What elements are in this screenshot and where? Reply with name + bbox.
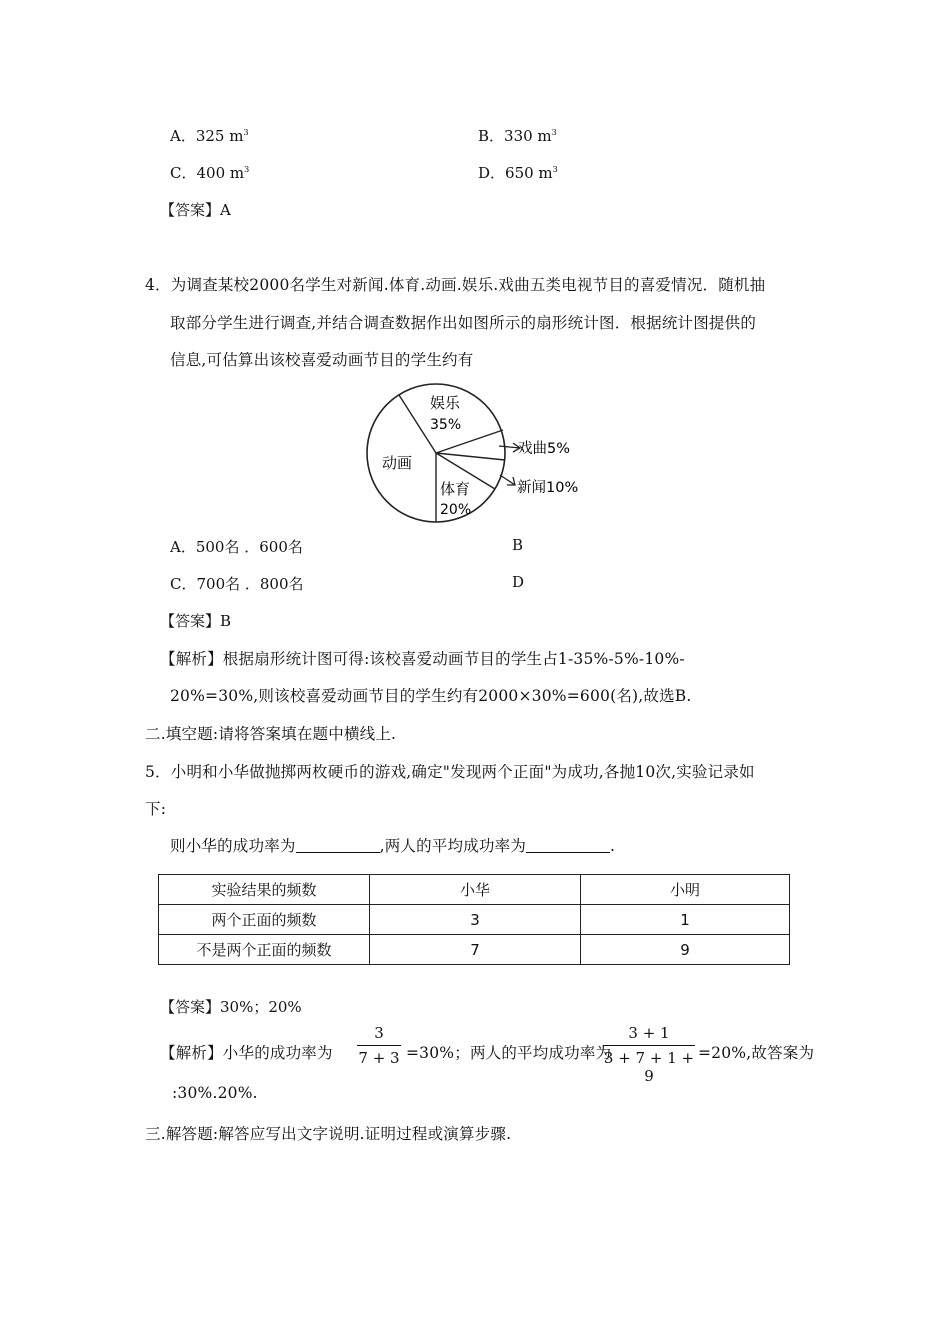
q5-fraction-1-numerator: 3 (357, 1024, 401, 1046)
q3-option-b: B．330 $m^3$ (478, 127, 557, 145)
q5-fraction-2-numerator: 3 + 1 (603, 1024, 695, 1046)
q5-analysis-c: =20%,故答案为 (698, 1044, 815, 1062)
q5-fraction-1 (357, 1024, 401, 1067)
pie-label-news: 新闻10% (517, 480, 579, 496)
q4-option-b-letter: B (512, 536, 524, 554)
q5-blank-1 (296, 838, 380, 853)
table-header-cell: 小明 (581, 875, 790, 905)
q5-line-2: 下: (145, 800, 167, 818)
q3-option-c: C．400 $m^3$ (170, 164, 250, 182)
table-header-row (159, 875, 790, 905)
q3-option-a: A．325 $m^3$ (170, 127, 249, 145)
q5-fraction-2-denominator: 3 + 7 + 1 + 9 (603, 1049, 695, 1085)
table-header-cell: 小华 (370, 875, 581, 905)
q4-analysis-2: 20%=30%,则该校喜爱动画节目的学生约有2000×30%=600(名),故选B. (170, 687, 692, 705)
table-cell: 9 (581, 935, 790, 965)
table-row (159, 905, 790, 935)
pie-label-sport-pct: 20% (440, 502, 472, 518)
pie-label-ent-pct: 35% (430, 417, 462, 433)
table-cell: 不是两个正面的频数 (159, 935, 370, 965)
q4-answer: 【答案】B (160, 612, 232, 630)
pie-label-opera: 戏曲5% (518, 441, 571, 457)
q4-option-c: C．700名 ．800名 (170, 575, 304, 593)
q5-line-1: 5．小明和小华做抛掷两枚硬币的游戏,确定"发现两个正面"为成功,各抛10次,实验记录如 (145, 763, 755, 781)
table-cell: 1 (581, 905, 790, 935)
section-3-heading: 三.解答题:解答应写出文字说明.证明过程或演算步骤. (145, 1125, 512, 1143)
q4-option-d-letter: D (512, 573, 525, 591)
q5-analysis-a: 【解析】小华的成功率为 (160, 1044, 333, 1062)
q5-fraction-1-denominator: 7 + 3 (358, 1049, 400, 1067)
pie-label-anim: 动画 (382, 454, 413, 472)
table-row (159, 935, 790, 965)
q4-line-3: 信息,可估算出该校喜爱动画节目的学生约有 (170, 351, 474, 369)
q5-blank-2 (526, 838, 610, 853)
q5-fraction-2 (603, 1024, 695, 1085)
q5-analysis-d: :30%.20%. (172, 1084, 258, 1102)
pie-label-sport-name: 体育 (440, 480, 471, 498)
q3-answer: 【答案】A (160, 201, 231, 219)
table-cell: 两个正面的频数 (159, 905, 370, 935)
q4-analysis-1: 【解析】根据扇形统计图可得:该校喜爱动画节目的学生占1-35%-5%-10%- (160, 650, 685, 668)
q4-line-2: 取部分学生进行调查,并结合调查数据作出如图所示的扇形统计图．根据统计图提供的 (170, 314, 757, 332)
q4-line-1: 4．为调查某校2000名学生对新闻.体育.动画.娱乐.戏曲五类电视节目的喜爱情况．随机抽 (145, 276, 766, 294)
q4-option-a: A．500名 ．600名 (170, 538, 303, 556)
section-2-heading: 二.填空题:请将答案填在题中横线上. (145, 725, 397, 743)
pie-chart (360, 382, 600, 527)
q5-results-table (158, 874, 790, 965)
pie-label-ent-name: 娱乐 (430, 394, 461, 412)
table-header-cell: 实验结果的频数 (159, 875, 370, 905)
q5-analysis-b: =30%；两人的平均成功率为 (406, 1044, 612, 1062)
q3-option-d: D．650 $m^3$ (478, 164, 558, 182)
table-cell: 3 (370, 905, 581, 935)
table-cell: 7 (370, 935, 581, 965)
q5-answer: 【答案】30%；20% (160, 998, 302, 1016)
pie-arrow-news (500, 475, 515, 485)
q5-prompt: 则小华的成功率为 ,两人的平均成功率为 . (170, 837, 616, 855)
